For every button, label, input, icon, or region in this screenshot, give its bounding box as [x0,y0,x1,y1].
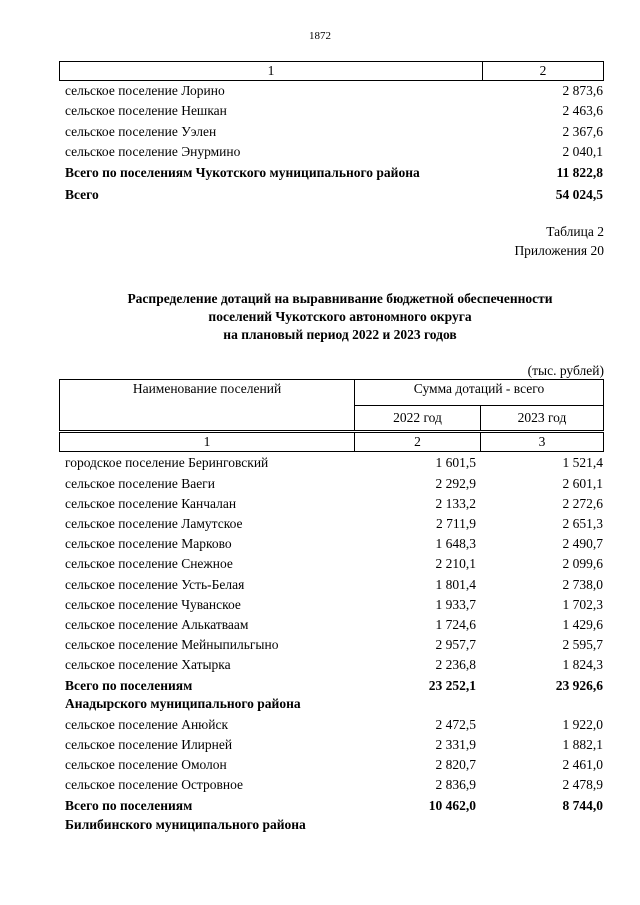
table-row-total [65,815,603,835]
table-row-total [65,796,603,816]
settlement-name: сельское поселение Лорино [65,83,225,98]
settlement-name: сельское поселение Омолон [65,757,227,772]
settlement-name: сельское поселение Мейныпильгыно [65,637,279,652]
value-2023: 2 461,0 [562,757,603,772]
header-name: Наименование поселений [60,380,355,430]
value-2023: 2 099,6 [562,556,603,571]
settlement-value: 2 873,6 [562,83,603,98]
value-2023: 2 595,7 [562,637,603,652]
value-2022: 2 210,1 [435,556,476,571]
settlement-name: сельское поселение Уэлен [65,124,217,139]
table-row [65,453,603,473]
value-2022: 1 933,7 [435,597,476,612]
table-row-total [65,694,603,714]
settlement-name: городское поселение Беринговский [65,455,269,470]
value-2023: 2 490,7 [562,536,603,551]
value-2022: 2 331,9 [435,737,476,752]
settlement-value: 2 040,1 [562,144,603,159]
table-row [65,534,603,554]
value-2022: 10 462,0 [428,798,476,813]
table-caption-number: Таблица 2 [546,224,604,239]
settlement-name: сельское поселение Илирней [65,737,233,752]
value-2022: 23 252,1 [428,678,476,693]
value-2022: 1 648,3 [435,536,476,551]
units-label: (тыс. рублей) [527,363,604,378]
settlement-value: 2 463,6 [562,103,603,118]
table-row [65,474,603,494]
page-title-line3: на плановый период 2022 и 2023 годов [223,327,457,342]
table-row [65,101,603,121]
value-2023: 1 922,0 [562,717,603,732]
table-row [65,635,603,655]
settlement-name: Анадырского муниципального района [65,696,301,711]
table-row [65,81,603,101]
settlement-name: сельское поселение Хатырка [65,657,231,672]
table-row [65,595,603,615]
table-row-grand-total [65,185,603,205]
settlement-name: сельское поселение Алькатваам [65,617,249,632]
value-2022: 2 836,9 [435,777,476,792]
settlement-name: Билибинского муниципального района [65,817,306,832]
table-row [65,142,603,162]
table-row [65,575,603,595]
table-row [65,715,603,735]
settlement-name: сельское поселение Островное [65,777,244,792]
value-2023: 2 738,0 [562,577,603,592]
value-2023: 1 702,3 [562,597,603,612]
column-number-2: 2 [355,433,481,451]
table-row [65,735,603,755]
grand-total-label: Всего [65,187,99,202]
settlement-name: сельское поселение Энурмино [65,144,241,159]
value-2023: 2 651,3 [562,516,603,531]
value-2023: 2 272,6 [562,496,603,511]
header-sum: Сумма дотаций - всего [355,380,603,406]
header-year-2023: 2023 год [517,410,567,425]
settlement-name: сельское поселение Канчалан [65,496,237,511]
page-number: 1872 [309,30,331,42]
value-2022: 1 724,6 [435,617,476,632]
settlement-name: сельское поселение Нешкан [65,103,227,118]
table-row [65,615,603,635]
settlement-name: сельское поселение Чуванское [65,597,241,612]
table-row [65,775,603,795]
value-2022: 2 820,7 [435,757,476,772]
top-table-col1-number: 1 [60,62,483,80]
value-2023: 23 926,6 [555,678,603,693]
value-2023: 1 824,3 [562,657,603,672]
value-2023: 8 744,0 [562,798,603,813]
page-title-line1: Распределение дотаций на выравнивание бюджетной обеспеченности [127,291,553,306]
value-2023: 2 601,1 [562,476,603,491]
value-2022: 2 472,5 [435,717,476,732]
table-row [65,122,603,142]
value-2022: 2 292,9 [435,476,476,491]
column-number-1: 1 [60,433,355,451]
value-2023: 1 882,1 [562,737,603,752]
top-table-header [59,61,604,81]
value-2022: 2 236,8 [435,657,476,672]
column-numbers-row [59,432,604,452]
value-2022: 1 601,5 [435,455,476,470]
top-table-col2-number: 2 [539,63,547,78]
value-2023: 2 478,9 [562,777,603,792]
value-2022: 2 957,7 [435,637,476,652]
value-2022: 2 711,9 [436,516,476,531]
settlement-name: сельское поселение Ламутское [65,516,243,531]
value-2022: 2 133,2 [435,496,476,511]
table-row-total [65,163,603,183]
settlement-name: Всего по поселениям [65,678,193,693]
table-row [65,514,603,534]
value-2023: 1 429,6 [562,617,603,632]
appendix-caption: Приложения 20 [514,243,604,258]
value-2023: 1 521,4 [562,455,603,470]
table-row [65,494,603,514]
settlement-name: Всего по поселениям [65,798,193,813]
value-2022: 1 801,4 [435,577,476,592]
settlement-name: сельское поселение Ваеги [65,476,215,491]
total-label: Всего по поселениям Чукотского муниципального района [65,165,420,180]
header-year-2022: 2022 год [355,406,481,430]
table-row [65,655,603,675]
column-number-3: 3 [538,434,546,449]
table-row [65,755,603,775]
table-row [65,554,603,574]
main-table-header [59,379,604,431]
settlement-name: сельское поселение Снежное [65,556,233,571]
table-row-total [65,676,603,696]
settlement-value: 2 367,6 [562,124,603,139]
grand-total-value: 54 024,5 [555,187,603,202]
settlement-name: сельское поселение Марково [65,536,232,551]
page-title-line2: поселений Чукотского автономного округа [208,309,472,324]
total-value: 11 822,8 [556,165,603,180]
settlement-name: сельское поселение Усть-Белая [65,577,245,592]
settlement-name: сельское поселение Анюйск [65,717,229,732]
